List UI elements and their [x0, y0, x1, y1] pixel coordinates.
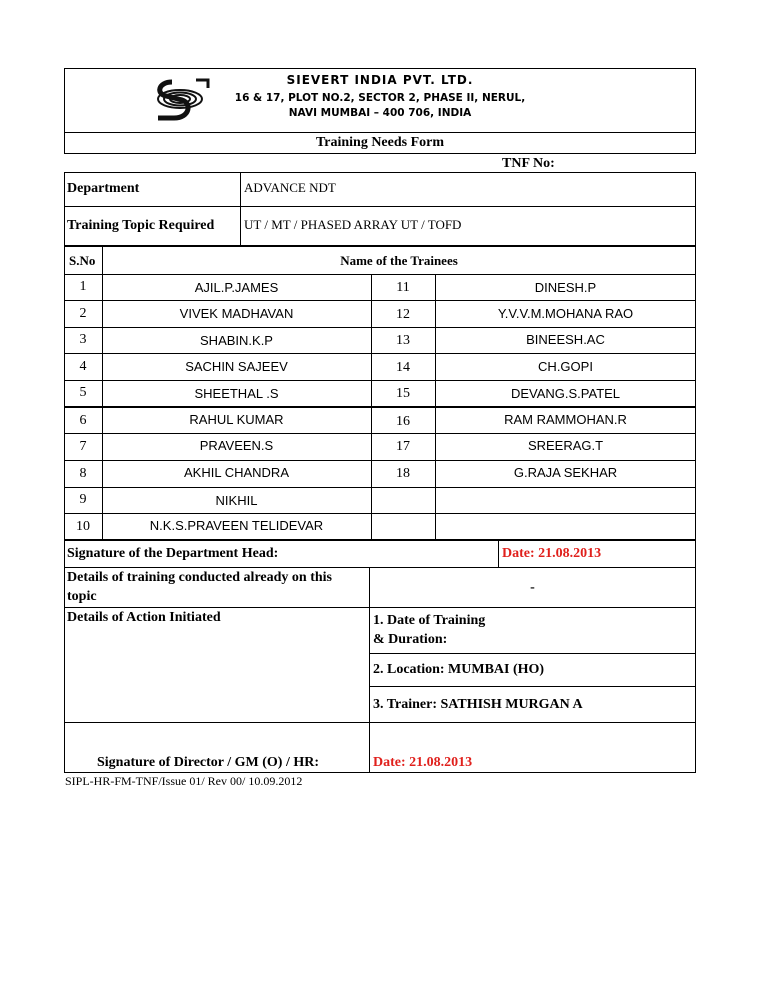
- trainee-name: AJIL.P.JAMES: [194, 279, 279, 295]
- table-row-sno: 1: [79, 279, 87, 294]
- company-name: SIEVERT INDIA PVT. LTD.: [286, 73, 474, 87]
- table-row-sno: 11: [396, 280, 410, 295]
- trainer-label: 3. Trainer: SATHISH MURGAN A: [373, 697, 583, 712]
- date-of-training-label-2: & Duration:: [373, 632, 448, 647]
- table-row-sno: 17: [396, 438, 410, 454]
- trainee-name: SACHIN SAJEEV: [185, 359, 288, 374]
- details-conducted-label-1: Details of training conducted already on this: [67, 570, 332, 585]
- trainees-header: Name of the Trainees: [340, 253, 458, 268]
- director-signature-label: Signature of Director / GM (O) / HR:: [97, 755, 320, 770]
- trainee-name: AKHIL CHANDRA: [184, 465, 289, 480]
- form-title: Training Needs Form: [315, 135, 445, 150]
- company-address-line1: 16 & 17, PLOT NO.2, SECTOR 2, PHASE II, NERUL,: [234, 92, 526, 104]
- trainee-name: [435, 487, 696, 513]
- tnf-no-label: TNF No:: [502, 156, 555, 171]
- trainee-name: VIVEK MADHAVAN: [179, 306, 294, 321]
- dept-head-date: Date: 21.08.2013: [502, 546, 602, 561]
- action-initiated-label: Details of Action Initiated: [67, 610, 221, 625]
- dept-head-signature-label: Signature of the Department Head:: [67, 546, 279, 561]
- trainee-name: CH.GOPI: [538, 359, 593, 374]
- table-row-sno: [371, 513, 435, 540]
- table-row-sno: 2: [79, 305, 87, 321]
- trainee-name: NIKHIL: [215, 492, 258, 508]
- topic-value: UT / MT / PHASED ARRAY UT / TOFD: [244, 217, 462, 232]
- table-row-sno: 12: [396, 306, 410, 322]
- trainee-name: SHABIN.K.P: [200, 332, 273, 348]
- table-row-sno: 10: [76, 518, 90, 534]
- date-of-training-label-1: 1. Date of Training: [373, 613, 486, 628]
- trainee-name: N.K.S.PRAVEEN TELIDEVAR: [149, 518, 324, 533]
- details-conducted-value: -: [530, 580, 535, 595]
- document-code: SIPL-HR-FM-TNF/Issue 01/ Rev 00/ 10.09.2012: [65, 774, 303, 788]
- table-row-sno: 5: [79, 385, 87, 400]
- trainee-name: DINESH.P: [534, 279, 597, 295]
- details-conducted-label-2: topic: [67, 589, 97, 604]
- table-row-sno: 13: [396, 333, 410, 348]
- table-row-sno: 14: [396, 359, 410, 375]
- table-row-sno: 7: [79, 438, 87, 454]
- trainee-name: SHEETHAL .S: [194, 385, 279, 401]
- table-row-sno: [371, 487, 435, 513]
- sno-header: S.No: [69, 253, 96, 268]
- table-row-sno: 15: [396, 386, 410, 401]
- company-address-line2: NAVI MUMBAI – 400 706, INDIA: [288, 107, 472, 119]
- trainee-name: SREERAG.T: [527, 438, 604, 453]
- table-row-sno: 4: [79, 358, 87, 374]
- location-label: 2. Location: MUMBAI (HO): [373, 662, 545, 677]
- trainee-name: Y.V.V.M.MOHANA RAO: [497, 306, 634, 321]
- table-row-sno: 8: [79, 465, 87, 481]
- trainee-name: BINEESH.AC: [526, 332, 605, 347]
- table-row-sno: 16: [396, 413, 410, 429]
- department-value: ADVANCE NDT: [244, 180, 336, 195]
- trainee-name: RAHUL KUMAR: [189, 412, 284, 427]
- table-row-sno: 9: [79, 492, 87, 507]
- trainee-name: [435, 513, 696, 540]
- department-label: Department: [67, 181, 140, 196]
- department-topic-box: [64, 172, 696, 246]
- director-date: Date: 21.08.2013: [373, 755, 473, 770]
- trainee-name: RAM RAMMOHAN.R: [504, 412, 627, 427]
- trainee-name: PRAVEEN.S: [199, 438, 274, 453]
- table-row-sno: 3: [79, 332, 87, 347]
- trainee-name: DEVANG.S.PATEL: [510, 385, 621, 401]
- trainee-name: G.RAJA SEKHAR: [513, 465, 618, 480]
- table-row-sno: 6: [79, 412, 87, 428]
- table-row-sno: 18: [396, 466, 410, 481]
- topic-label: Training Topic Required: [67, 218, 215, 233]
